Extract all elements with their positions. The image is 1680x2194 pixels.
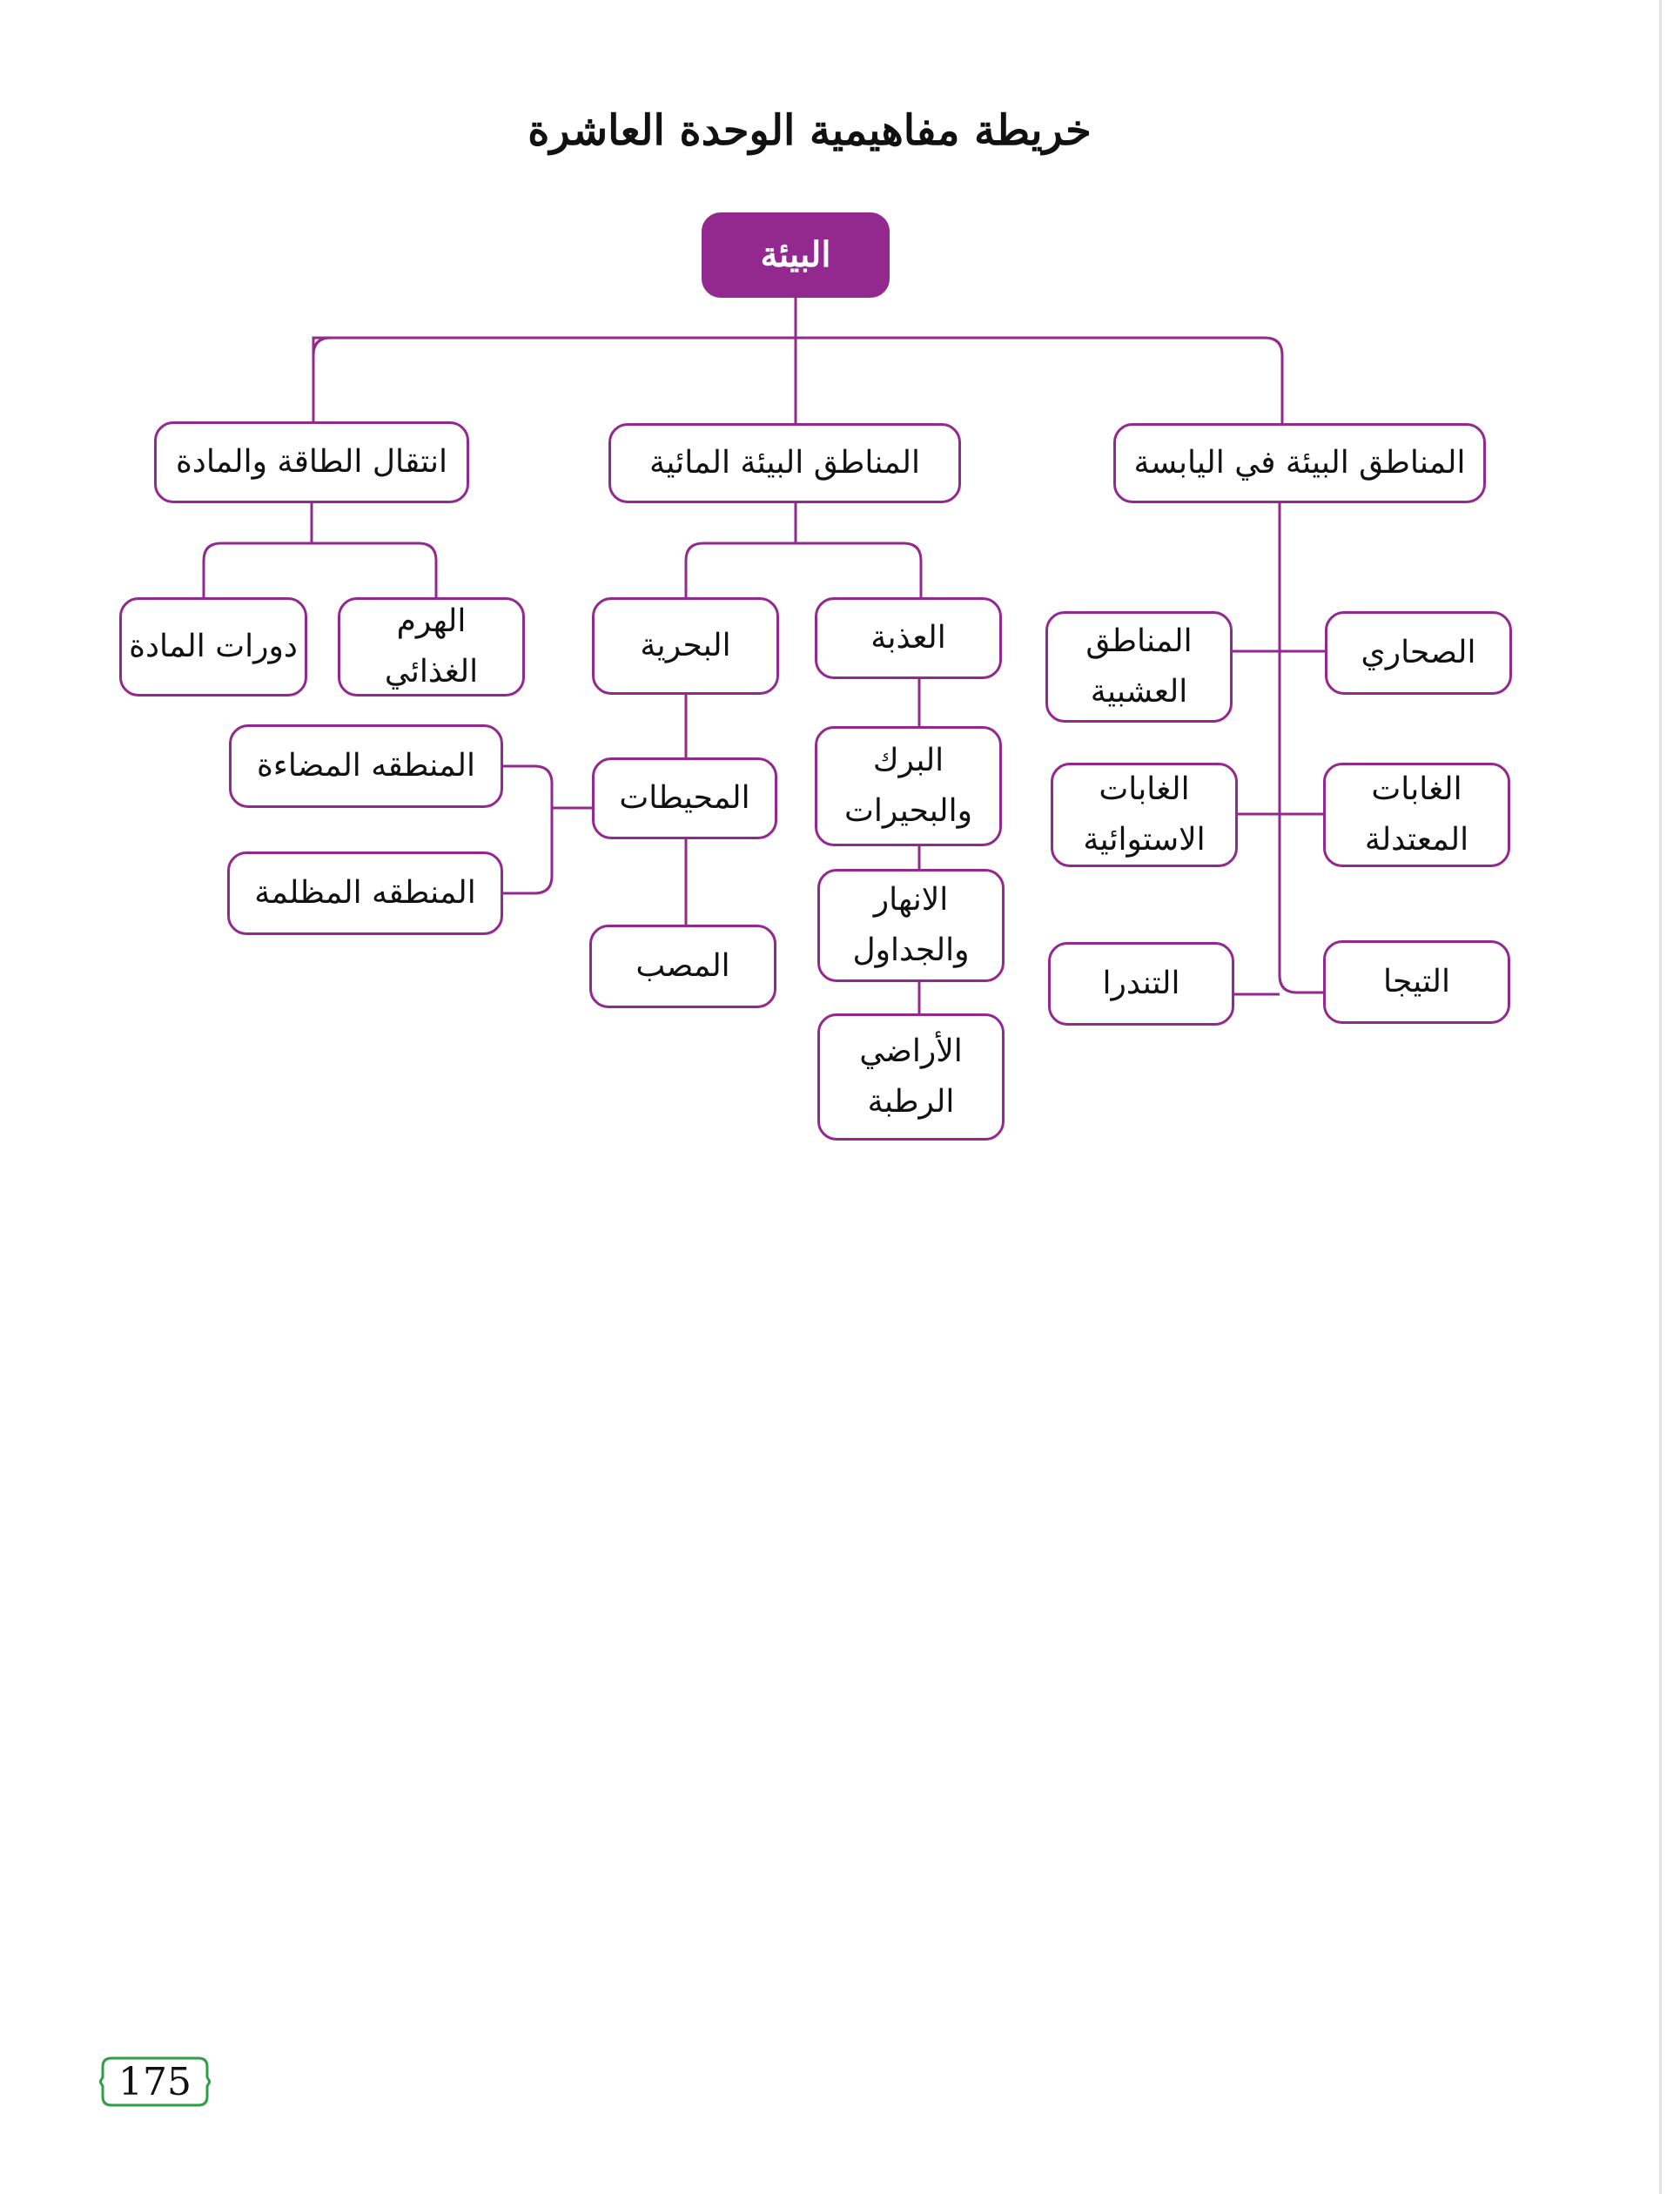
node-oceans: المحيطات — [592, 757, 777, 839]
node-estuary: المصب — [589, 925, 776, 1008]
node-tropical-forests: الغابات الاستوائية — [1051, 763, 1238, 867]
node-land-regions: المناطق البيئة في اليابسة — [1113, 423, 1486, 503]
node-energy-matter: انتقال الطاقة والمادة — [154, 421, 469, 503]
node-food-pyramid: الهرم الغذائي — [338, 597, 525, 697]
node-dark-zone: المنطقه المظلمة — [227, 851, 503, 935]
node-taiga: التيجا — [1323, 940, 1510, 1024]
node-rivers-streams: الانهار والجداول — [817, 869, 1005, 982]
node-water-regions: المناطق البيئة المائية — [608, 423, 961, 503]
node-temperate-forests: الغابات المعتدلة — [1323, 763, 1510, 867]
node-ponds-lakes: البرك والبحيرات — [815, 726, 1002, 846]
node-grasslands: المناطق العشبية — [1045, 611, 1233, 723]
node-lit-zone: المنطقه المضاءة — [229, 724, 503, 808]
node-tundra: التندرا — [1048, 942, 1234, 1026]
node-marine: البحرية — [592, 597, 779, 695]
page-number — [99, 2056, 211, 2107]
node-freshwater: العذبة — [815, 597, 1002, 679]
page-number-text: 175 — [118, 2059, 192, 2104]
node-matter-cycles: دورات المادة — [119, 597, 307, 697]
page-title: خريطة مفاهيمية الوحدة العاشرة — [528, 106, 1092, 155]
node-deserts: الصحاري — [1325, 611, 1512, 695]
node-wetlands: الأراضي الرطبة — [817, 1013, 1005, 1141]
root-node-environment: البيئة — [702, 212, 890, 298]
